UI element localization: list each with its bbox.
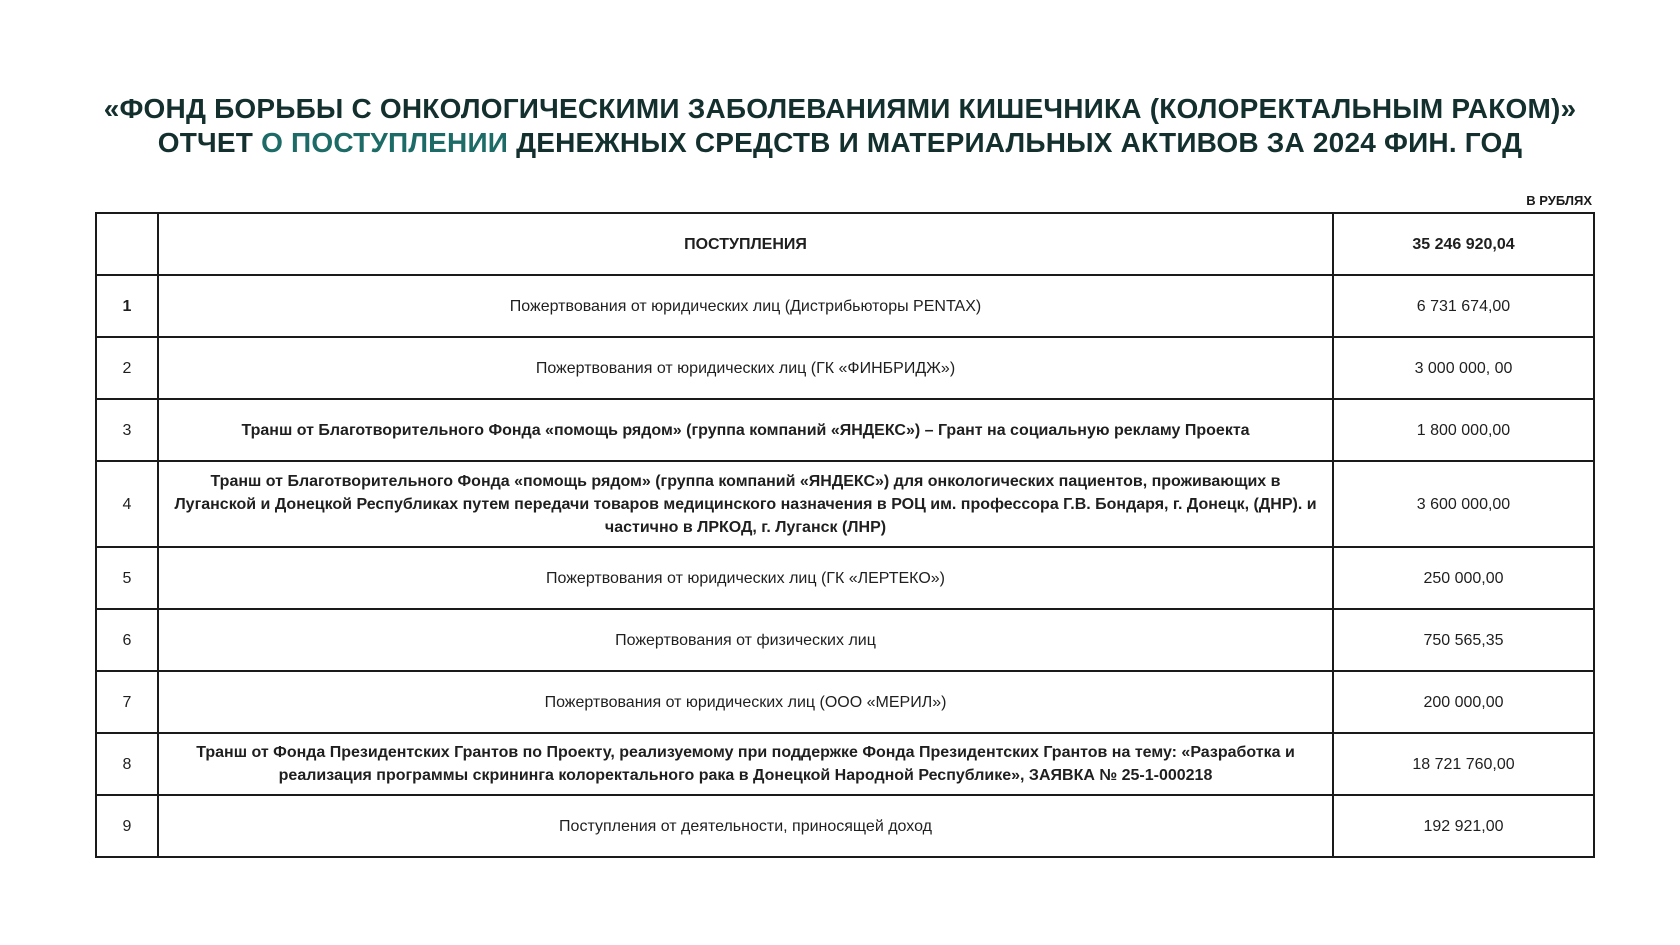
row-amount: 3 000 000, 00: [1333, 337, 1594, 399]
row-amount: 250 000,00: [1333, 547, 1594, 609]
receipts-table: [95, 212, 1595, 858]
title-line-2: [0, 126, 1680, 160]
table-row: [96, 547, 1594, 609]
row-number: 8: [96, 733, 158, 795]
header-num-cell: [96, 213, 158, 275]
row-amount: 750 565,35: [1333, 609, 1594, 671]
table-row: [96, 461, 1594, 547]
row-amount: 192 921,00: [1333, 795, 1594, 857]
row-description: Транш от Фонда Президентских Грантов по Проекту, реализуемому при поддержке Фонда Президентских Грантов на тему: «Разработка и реализация программы скрининга колоректального рака в Донецкой Народной Республике», ЗАЯВКА № 25-1-000218: [158, 733, 1333, 795]
table-row: [96, 671, 1594, 733]
row-number: 9: [96, 795, 158, 857]
currency-unit-label: В РУБЛЯХ: [1526, 193, 1592, 208]
table-row: [96, 795, 1594, 857]
row-description: Пожертвования от юридических лиц (ГК «ЛЕРТЕКО»): [158, 547, 1333, 609]
report-title: [0, 92, 1680, 160]
title-line-1: «ФОНД БОРЬБЫ С ОНКОЛОГИЧЕСКИМИ ЗАБОЛЕВАНИЯМИ КИШЕЧНИКА (КОЛОРЕКТАЛЬНЫМ РАКОМ)»: [103, 93, 1577, 124]
header-total-cell: 35 246 920,04: [1333, 213, 1594, 275]
row-number: 7: [96, 671, 158, 733]
row-number: 5: [96, 547, 158, 609]
row-description: Пожертвования от юридических лиц (ГК «ФИНБРИДЖ»): [158, 337, 1333, 399]
header-label-cell: ПОСТУПЛЕНИЯ: [158, 213, 1333, 275]
title-line-2-accent: О ПОСТУПЛЕНИИ: [261, 127, 509, 158]
row-amount: 1 800 000,00: [1333, 399, 1594, 461]
row-description: Пожертвования от юридических лиц (ООО «МЕРИЛ»): [158, 671, 1333, 733]
row-number: 1: [96, 275, 158, 337]
title-line-2-start: ОТЧЕТ: [157, 127, 262, 158]
row-description: Пожертвования от юридических лиц (Дистрибьюторы PENTAX): [158, 275, 1333, 337]
row-number: 6: [96, 609, 158, 671]
title-line-2-end: ДЕНЕЖНЫХ СРЕДСТВ И МАТЕРИАЛЬНЫХ АКТИВОВ ЗА 2024 ФИН. ГОД: [508, 127, 1523, 158]
row-amount: 6 731 674,00: [1333, 275, 1594, 337]
table-row: [96, 337, 1594, 399]
row-number: 4: [96, 461, 158, 547]
row-description: Транш от Благотворительного Фонда «помощь рядом» (группа компаний «ЯНДЕКС») – Грант на социальную рекламу Проекта: [158, 399, 1333, 461]
table-row: [96, 275, 1594, 337]
table-header-row: [96, 213, 1594, 275]
row-number: 2: [96, 337, 158, 399]
row-amount: 200 000,00: [1333, 671, 1594, 733]
row-amount: 3 600 000,00: [1333, 461, 1594, 547]
row-description: Пожертвования от физических лиц: [158, 609, 1333, 671]
row-number: 3: [96, 399, 158, 461]
row-description: Поступления от деятельности, приносящей доход: [158, 795, 1333, 857]
table-row: [96, 609, 1594, 671]
table-row: [96, 733, 1594, 795]
table-row: [96, 399, 1594, 461]
row-description: Транш от Благотворительного Фонда «помощь рядом» (группа компаний «ЯНДЕКС») для онкологических пациентов, проживающих в Луганской и Донецкой Республиках путем передачи товаров медицинского назначения в РОЦ им. профессора Г.В. Бондаря, г. Донецк, (ДНР). и частично в ЛРКОД, г. Луганск (ЛНР): [158, 461, 1333, 547]
row-amount: 18 721 760,00: [1333, 733, 1594, 795]
